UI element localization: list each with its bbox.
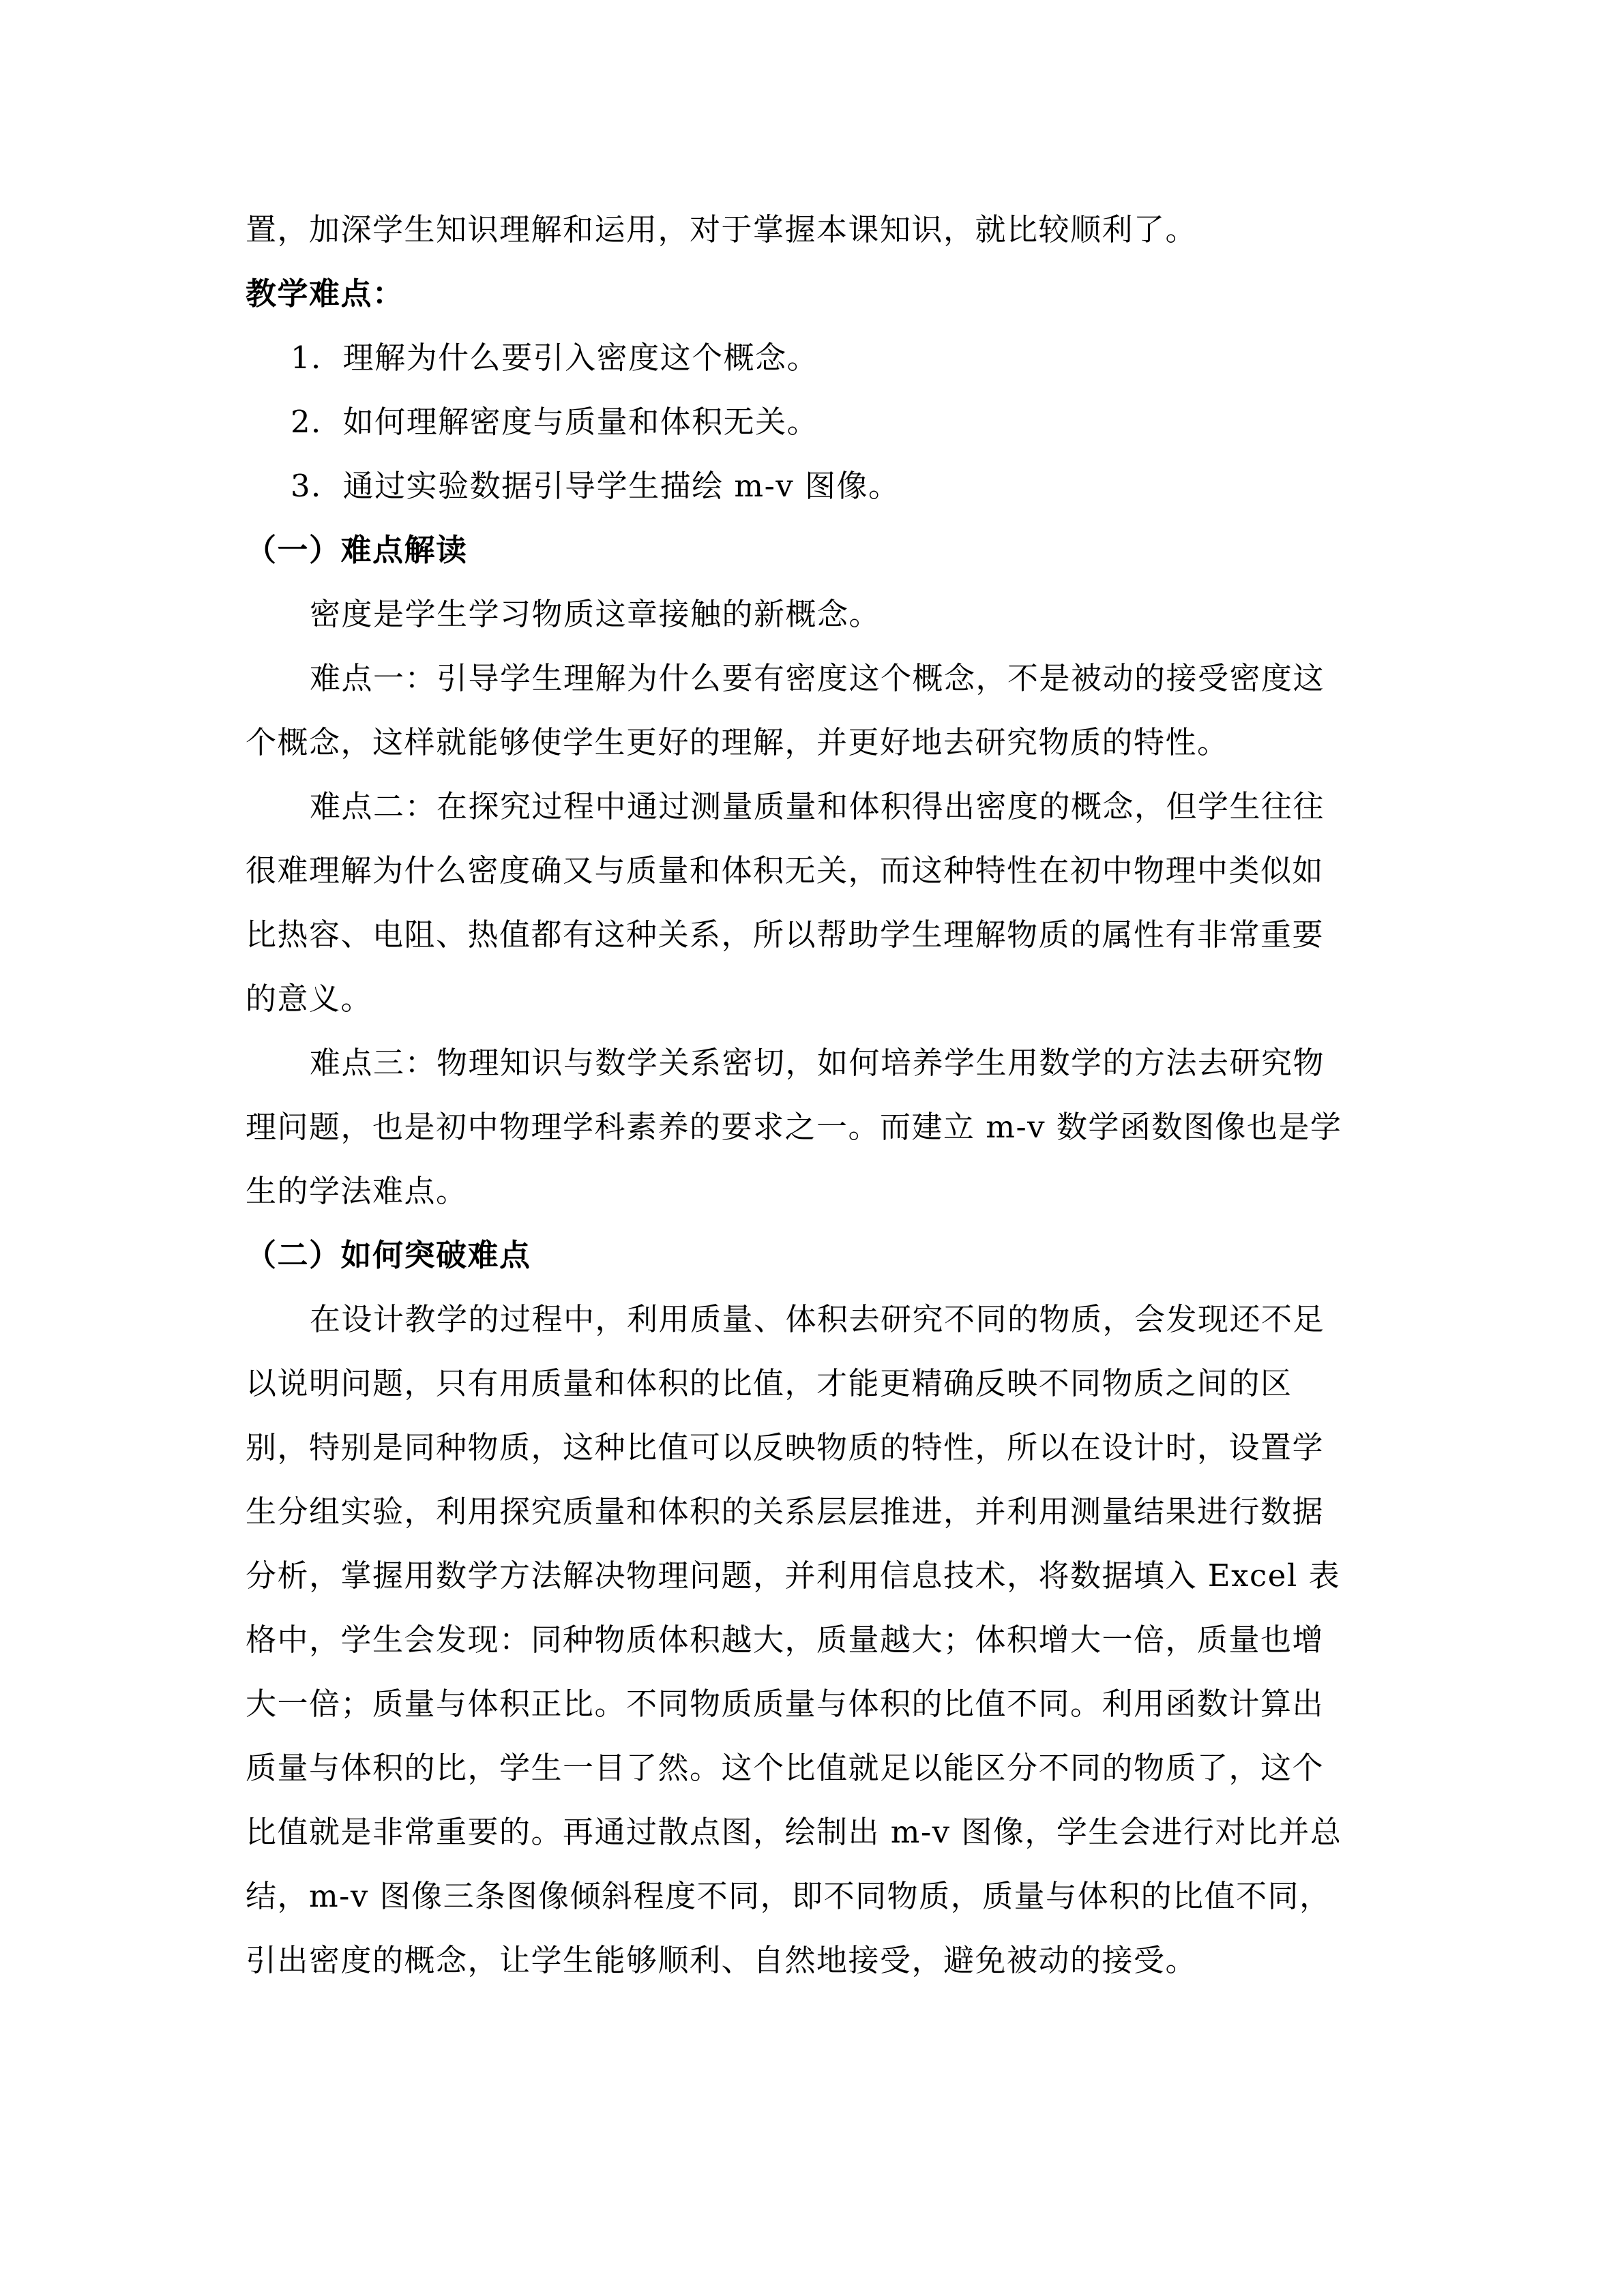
paragraph-line: 置，加深学生知识理解和运用，对于掌握本课知识，就比较顺利了。: [246, 211, 1198, 248]
paragraph-line: 密度是学生学习物质这章接触的新概念。: [310, 596, 881, 632]
paragraph-line: 理问题，也是初中物理学科素养的要求之一。而建立 m-v 数学函数图像也是学: [246, 1109, 1342, 1145]
paragraph-line: 生的学法难点。: [246, 1173, 468, 1209]
paragraph-line: 结，m-v 图像三条图像倾斜程度不同，即不同物质，质量与体积的比值不同，: [246, 1878, 1331, 1914]
paragraph-line: 难点三：物理知识与数学关系密切，如何培养学生用数学的方法去研究物: [310, 1045, 1325, 1081]
paragraph-line: 在设计教学的过程中，利用质量、体积去研究不同的物质，会发现还不足: [310, 1301, 1325, 1337]
subsection-heading-overcome-difficulties: （二）如何突破难点: [246, 1237, 531, 1273]
list-item: 3．通过实验数据引导学生描绘 m-v 图像。: [291, 468, 900, 504]
paragraph-line: 生分组实验，利用探究质量和体积的关系层层推进，并利用测量结果进行数据: [246, 1493, 1325, 1530]
paragraph-line: 分析，掌握用数学方法解决物理问题，并利用信息技术，将数据填入 Excel 表: [246, 1557, 1341, 1594]
subsection-heading-difficulty-interpretation: （一）难点解读: [246, 532, 468, 568]
paragraph-line: 的意义。: [246, 981, 373, 1017]
paragraph-line: 比热容、电阻、热值都有这种关系，所以帮助学生理解物质的属性有非常重要: [246, 916, 1325, 953]
paragraph-line: 比值就是非常重要的。再通过散点图，绘制出 m-v 图像，学生会进行对比并总: [246, 1814, 1342, 1850]
section-heading-teaching-difficulties: 教学难点：: [246, 275, 404, 312]
paragraph-line: 格中，学生会发现：同种物质体积越大，质量越大；体积增大一倍，质量也增: [246, 1622, 1325, 1658]
paragraph-line: 很难理解为什么密度确又与质量和体积无关，而这种特性在初中物理中类似如: [246, 852, 1325, 889]
paragraph-line: 个概念，这样就能够使学生更好的理解，并更好地去研究物质的特性。: [246, 724, 1229, 760]
paragraph-line: 引出密度的概念，让学生能够顺利、自然地接受，避免被动的接受。: [246, 1942, 1198, 1978]
document-page: [246, 198, 1364, 1993]
list-item: 1．理解为什么要引入密度这个概念。: [291, 340, 819, 376]
paragraph-line: 难点一：引导学生理解为什么要有密度这个概念，不是被动的接受密度这: [310, 660, 1325, 696]
paragraph-line: 难点二：在探究过程中通过测量质量和体积得出密度的概念，但学生往往: [310, 788, 1325, 824]
paragraph-line: 大一倍；质量与体积正比。不同物质质量与体积的比值不同。利用函数计算出: [246, 1686, 1325, 1722]
list-item: 2．如何理解密度与质量和体积无关。: [291, 404, 819, 440]
paragraph-line: 质量与体积的比，学生一目了然。这个比值就足以能区分不同的物质了，这个: [246, 1750, 1325, 1786]
paragraph-line: 以说明问题，只有用质量和体积的比值，才能更精确反映不同物质之间的区: [246, 1365, 1293, 1401]
paragraph-line: 别，特别是同种物质，这种比值可以反映物质的特性，所以在设计时，设置学: [246, 1429, 1325, 1465]
